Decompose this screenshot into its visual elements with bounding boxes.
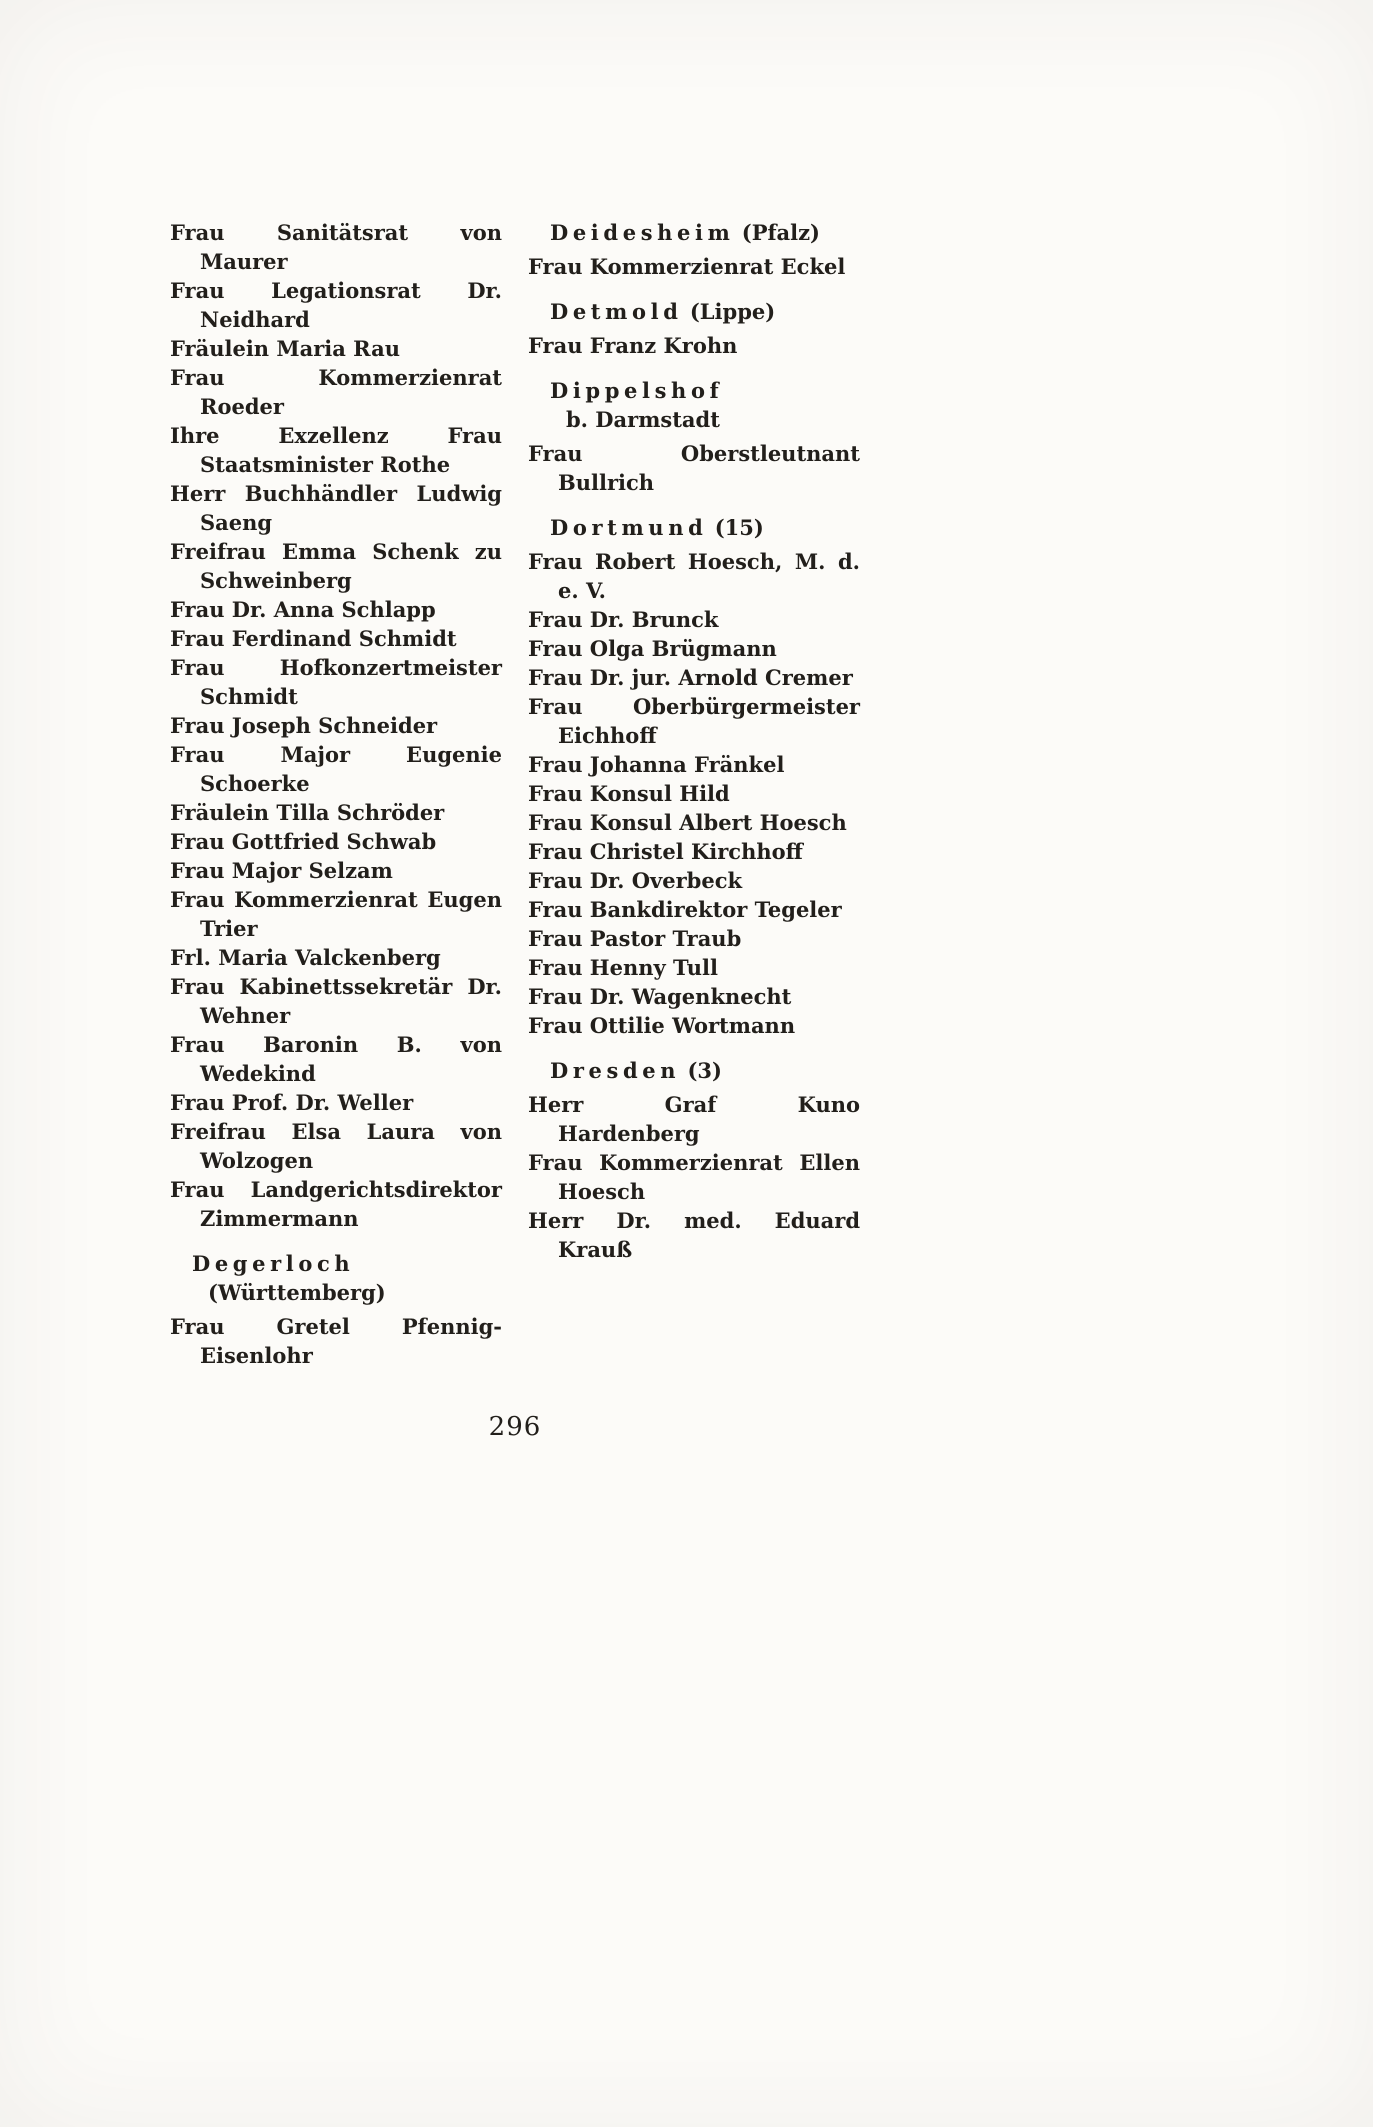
directory-entry: Frau Pastor Traub	[528, 926, 742, 951]
directory-entry: Frau Bankdirektor Tegeler	[528, 897, 842, 922]
directory-entry: Frau Kabinettssekretär Dr. Wehner	[170, 974, 502, 1028]
directory-entry: Frau Dr. jur. Arnold Cremer	[528, 665, 853, 690]
directory-entry: Frau Dr. Brunck	[528, 607, 719, 632]
city-heading	[528, 218, 860, 247]
directory-entry: Frau Sanitätsrat von Maurer	[170, 220, 502, 274]
directory-entry: Frau Kommerzienrat Eugen Trier	[170, 887, 502, 941]
directory-entry: Frau Konsul Albert Hoesch	[528, 810, 847, 835]
city-heading	[528, 297, 860, 326]
directory-entry: Frau Henny Tull	[528, 955, 718, 980]
directory-entry: Frau Joseph Schneider	[170, 713, 438, 738]
city-heading	[528, 513, 860, 542]
directory-entry: Frau Baronin B. von Wedekind	[170, 1032, 502, 1086]
directory-entry: Frau Landgerichtsdirektor Zimmermann	[170, 1177, 502, 1231]
city-name: Detmold	[550, 299, 683, 324]
city-detail: b. Darmstadt	[566, 407, 720, 432]
directory-entry: Frau Konsul Hild	[528, 781, 730, 806]
directory-entry: Frau Oberstleutnant Bullrich	[528, 441, 860, 495]
directory-entry: Fräulein Tilla Schröder	[170, 800, 445, 825]
city-heading	[528, 1056, 860, 1085]
city-detail: (Pfalz)	[741, 220, 820, 245]
directory-entry: Frau Gottfried Schwab	[170, 829, 437, 854]
directory-entry: Frau Johanna Fränkel	[528, 752, 785, 777]
city-name: Dresden	[550, 1058, 681, 1083]
directory-entry: Frau Olga Brügmann	[528, 636, 777, 661]
directory-entry: Frau Robert Hoesch, M. d. e. V.	[528, 549, 860, 603]
directory-entry: Frau Kommerzienrat Roeder	[170, 365, 502, 419]
directory-entry: Herr Dr. med. Eduard Krauß	[528, 1208, 860, 1262]
directory-entry: Frau Ottilie Wortmann	[528, 1013, 796, 1038]
directory-entry: Frau Major Selzam	[170, 858, 393, 883]
directory-entry: Frl. Maria Valckenberg	[170, 945, 441, 970]
directory-entry: Frau Dr. Anna Schlapp	[170, 597, 436, 622]
city-name: Dortmund	[550, 515, 708, 540]
directory-entry: Ihre Exzellenz Frau Staatsminister Rothe	[170, 423, 502, 477]
city-detail: (15)	[714, 515, 764, 540]
directory-entry: Frau Kommerzienrat Ellen Hoesch	[528, 1150, 860, 1204]
city-detail: (Württemberg)	[208, 1280, 386, 1305]
directory-entry: Freifrau Elsa Laura von Wolzogen	[170, 1119, 502, 1173]
directory-columns	[170, 218, 860, 1370]
city-heading	[528, 376, 860, 434]
column-left	[170, 218, 502, 1370]
directory-entry: Frau Dr. Overbeck	[528, 868, 743, 893]
directory-entry: Frau Ferdinand Schmidt	[170, 626, 457, 651]
directory-entry: Frau Christel Kirchhoff	[528, 839, 803, 864]
directory-entry: Herr Graf Kuno Hardenberg	[528, 1092, 860, 1146]
directory-entry: Frau Legationsrat Dr. Neidhard	[170, 278, 502, 332]
city-name: Degerloch	[192, 1251, 355, 1276]
directory-entry: Frau Oberbürgermeister Eichhoff	[528, 694, 860, 748]
directory-entry: Frau Kommerzienrat Eckel	[528, 254, 846, 279]
directory-entry: Frau Gretel Pfennig-Eisenlohr	[170, 1314, 502, 1368]
column-right	[528, 218, 860, 1370]
directory-entry: Frau Hofkonzertmeister Schmidt	[170, 655, 502, 709]
city-name: Deidesheim	[550, 220, 735, 245]
city-heading	[170, 1249, 502, 1307]
directory-entry: Freifrau Emma Schenk zu Schweinberg	[170, 539, 502, 593]
directory-entry: Herr Buchhändler Ludwig Saeng	[170, 481, 502, 535]
directory-entry: Frau Major Eugenie Schoerke	[170, 742, 502, 796]
city-detail: (3)	[687, 1058, 722, 1083]
directory-entry: Frau Franz Krohn	[528, 333, 738, 358]
directory-entry: Fräulein Maria Rau	[170, 336, 400, 361]
city-name: Dippelshof	[550, 378, 724, 403]
city-detail: (Lippe)	[689, 299, 776, 324]
directory-entry: Frau Dr. Wagenknecht	[528, 984, 792, 1009]
page-number: 296	[488, 1412, 542, 1442]
directory-entry: Frau Prof. Dr. Weller	[170, 1090, 414, 1115]
